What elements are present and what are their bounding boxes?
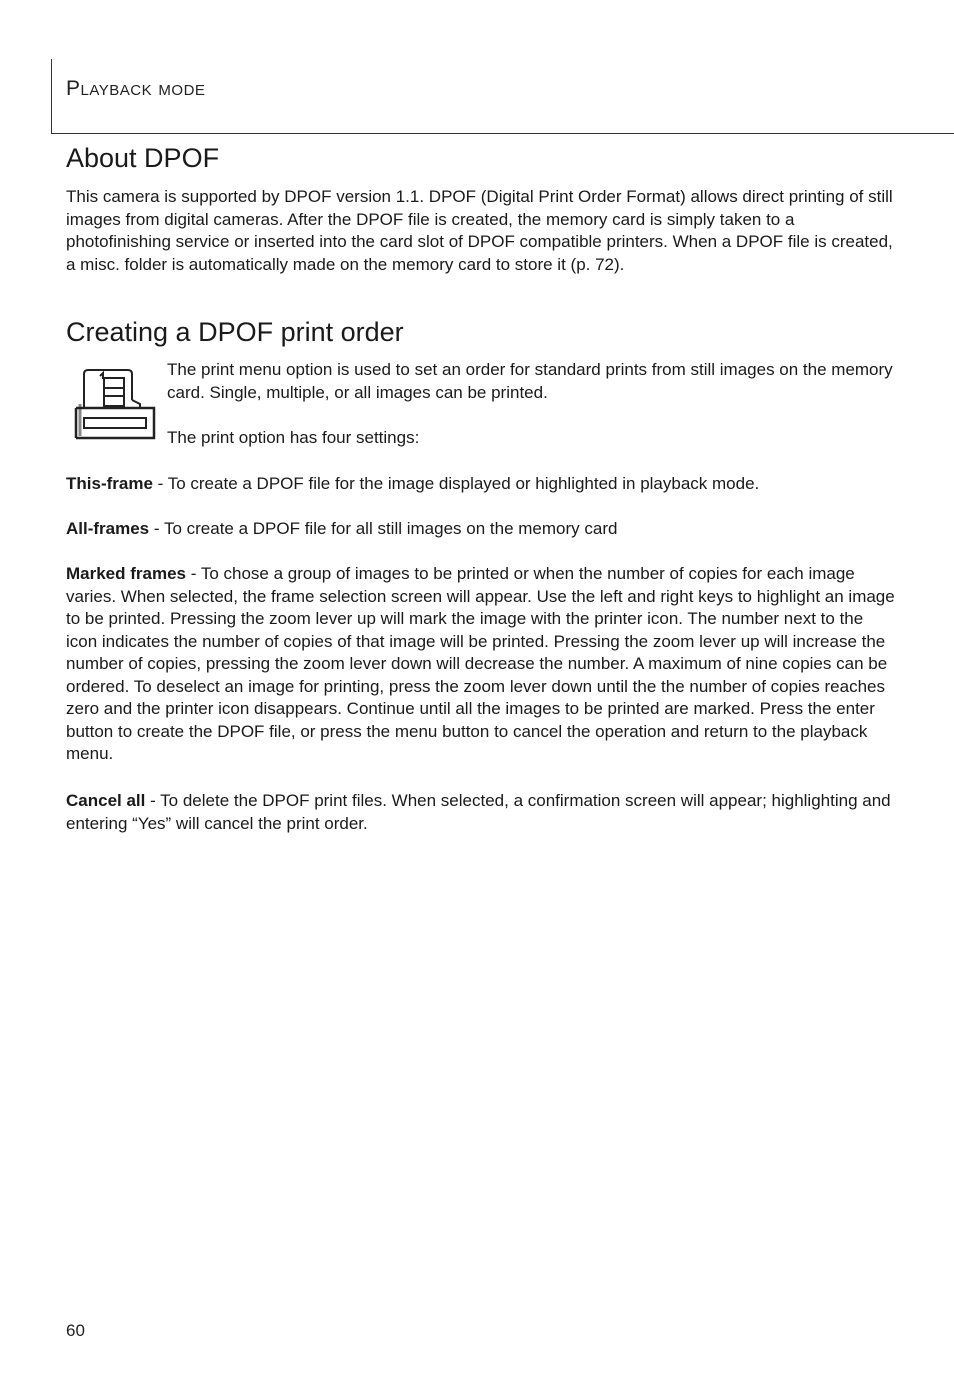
setting-description: - To chose a group of images to be printed or when the number of copies for each image varies. When selected, the frame selection screen will appear. Use the left and right keys to highlight an image to be printed. Pressing the zoom lever up will mark the image with the printer icon. The number next to the icon indicates the number of copies of that image will be printed. Pressing the zoom lever up will increase the number of copies, pressing the zoom lever down will decrease the number. A maximum of nine copies can be ordered. To deselect an image for printing, press the zoom lever down until the the number of copies reaches zero and the printer icon disappears. Continue until all the images to be printed are marked. Press the enter button to create the DPOF file, or press the menu button to cancel the operation and return to the playback menu. <box>66 564 895 763</box>
setting-term: All-frames <box>66 519 150 538</box>
settings-intro: The print option has four settings: <box>167 428 420 447</box>
setting-description: - To create a DPOF file for all still images on the memory card <box>149 519 618 538</box>
header-horizontal-rule <box>51 133 954 134</box>
setting-term: Marked frames <box>66 564 187 583</box>
setting-description: - To create a DPOF file for the image displayed or highlighted in playback mode. <box>152 474 760 493</box>
setting-cancel-all <box>66 790 896 835</box>
creating-print-order-heading: Creating a DPOF print order <box>66 317 404 347</box>
setting-this-frame <box>66 473 896 496</box>
header-vertical-rule <box>51 59 52 134</box>
setting-all-frames <box>66 518 896 541</box>
setting-description: - To delete the DPOF print files. When selected, a confirmation screen will appear; highlighting and entering “Yes” will cancel the print order. <box>66 791 891 833</box>
setting-term: Cancel all <box>66 791 146 810</box>
page-number: 60 <box>66 1321 85 1340</box>
print-menu-intro: The print menu option is used to set an order for standard prints from still images on the memory card. Single, multiple, or all images can be printed. <box>167 360 893 402</box>
setting-term: This-frame <box>66 474 153 493</box>
about-dpof-paragraph: This camera is supported by DPOF version 1.1. DPOF (Digital Print Order Format) allows direct printing of still images from digital cameras. After the DPOF file is created, the memory card is simply taken to a photofinishing service or inserted into the card slot of DPOF compatible printers. When a DPOF file is created, a misc. folder is automatically made on the memory card to store it (p. 72). <box>66 187 893 274</box>
section-header: Playback mode <box>66 77 206 100</box>
setting-marked-frames <box>66 563 896 766</box>
printer-icon <box>72 366 158 444</box>
about-dpof-heading: About DPOF <box>66 143 220 173</box>
